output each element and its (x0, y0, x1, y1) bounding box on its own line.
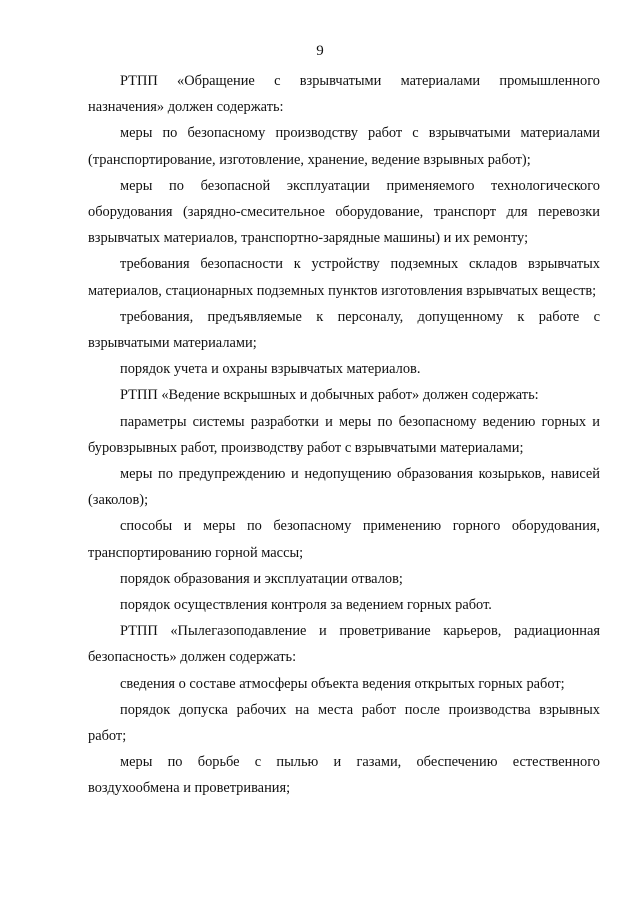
paragraph: порядок осуществления контроля за ведением горных работ. (120, 597, 492, 614)
paragraph: порядок допуска рабочих на места работ после производства взрывных работ; (88, 701, 600, 745)
paragraph: меры по безопасному производству работ с взрывчатыми материалами (транспортирование, изготовление, хранение, ведение взрывных работ); (88, 125, 600, 168)
paragraph: порядок образования и эксплуатации отвалов; (120, 570, 403, 587)
document-body (88, 68, 600, 802)
paragraph: РТПП «Ведение вскрышных и добычных работ» должен содержать: (120, 387, 539, 404)
paragraph: требования, предъявляемые к персоналу, допущенному к работе с взрывчатыми материалами; (88, 308, 600, 352)
paragraph: сведения о составе атмосферы объекта ведения открытых горных работ; (120, 675, 565, 692)
paragraph: требования безопасности к устройству подземных складов взрывчатых материалов, стационарных подземных пунктов изготовления взрывчатых веществ; (88, 256, 600, 299)
paragraph: РТПП «Пылегазоподавление и проветривание карьеров, радиационная безопасность» должен содержать: (88, 623, 600, 666)
paragraph: параметры системы разработки и меры по безопасному ведению горных и буровзрывных работ, производству работ с взрывчатыми материалами; (88, 413, 600, 456)
paragraph: способы и меры по безопасному применению горного оборудования, транспортированию горной массы; (88, 518, 600, 561)
paragraph: порядок учета и охраны взрывчатых материалов. (120, 361, 421, 378)
paragraph: меры по предупреждению и недопущению образования козырьков, нависей (заколов); (88, 466, 600, 509)
paragraph: меры по борьбе с пылью и газами, обеспечению естественного воздухообмена и проветривания; (88, 754, 600, 797)
paragraph: РТПП «Обращение с взрывчатыми материалами промышленного назначения» должен содержать: (88, 73, 600, 116)
page-number: 9 (316, 43, 324, 59)
paragraph: меры по безопасной эксплуатации применяемого технологического оборудования (зарядно-смесительное оборудование, транспорт для перевозки взрывчатых материалов, транспортно-зарядные машины) и их ремонту; (88, 177, 600, 247)
